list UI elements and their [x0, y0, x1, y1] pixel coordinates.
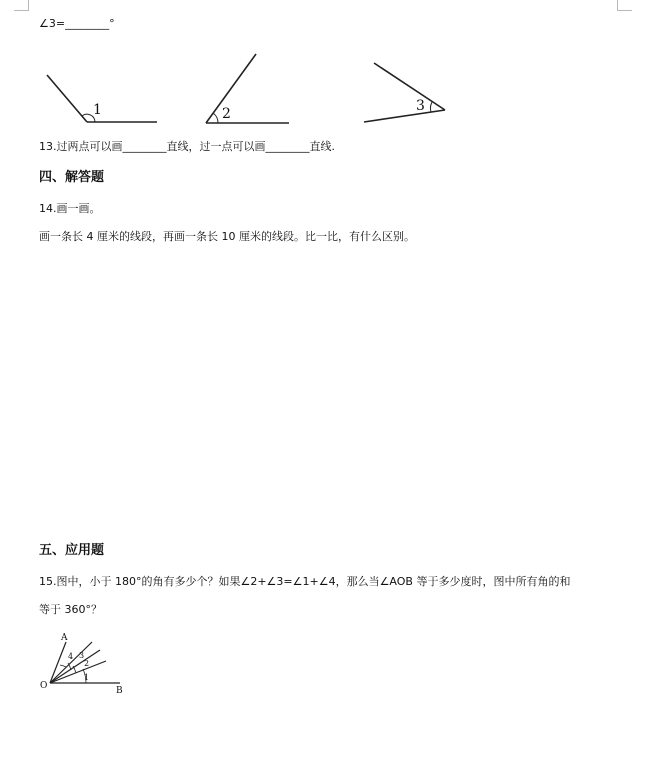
question-15-line-1: 15.图中，小于 180°的角有多少个？如果∠2+∠3=∠1+∠4，那么当∠AOB 等于多少度时，图中所有角的和: [39, 575, 571, 588]
section-4-title: 四、解答题: [39, 170, 105, 185]
angle-2-figure: [206, 54, 289, 123]
angle-1-figure: [47, 75, 157, 122]
point-b-label: B: [116, 686, 123, 696]
q12-answer-line: ∠3=________°: [39, 17, 115, 30]
angle-4-label: 4: [68, 652, 74, 661]
angle-1-label: 1: [93, 102, 102, 118]
question-14-body: 画一条长 4 厘米的线段，再画一条长 10 厘米的线段。比一比，有什么区别。: [39, 230, 415, 243]
question-13: 13.过两点可以画________直线，过一点可以画________直线.: [39, 140, 335, 153]
fan-angle-figure: [36, 628, 156, 703]
question-15-line-2: 等于 360°？: [39, 603, 102, 616]
section-5-title: 五、应用题: [39, 543, 105, 558]
point-a-label: A: [61, 633, 68, 643]
angle-3-label: 3: [416, 98, 425, 114]
angle-2-label: 2: [222, 106, 231, 122]
angle-figures: [0, 50, 646, 130]
angle-3-fan-label: 3: [79, 651, 85, 660]
crop-mark-left: [14, 0, 29, 11]
angle-1-fan-label: 1: [84, 673, 90, 682]
crop-mark-right: [617, 0, 632, 11]
angle-3-figure: [364, 63, 445, 122]
question-14-title: 14.画一画。: [39, 202, 101, 215]
point-o-label: O: [40, 681, 48, 691]
angle-2-fan-label: 2: [84, 659, 90, 668]
